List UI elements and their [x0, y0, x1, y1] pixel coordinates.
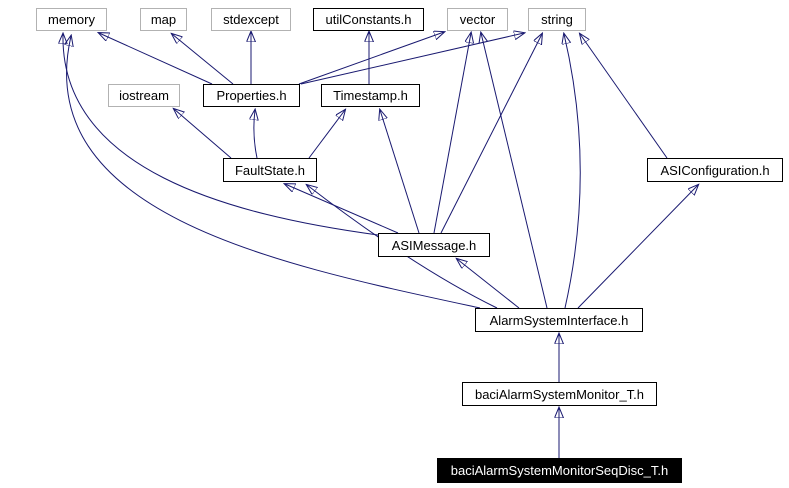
- node-asimessage-h[interactable]: ASIMessage.h: [378, 233, 490, 257]
- node-utilconstants-h[interactable]: utilConstants.h: [313, 8, 424, 31]
- node-memory: memory: [36, 8, 107, 31]
- node-faultstate-h[interactable]: FaultState.h: [223, 158, 317, 182]
- node-vector: vector: [447, 8, 508, 31]
- edge-Properties.h-to-map: [172, 34, 233, 84]
- edge-FaultState.h-to-Timestamp.h: [309, 110, 345, 158]
- edge-AlarmSystemInterface.h-to-ASIConfiguration.h: [578, 185, 698, 308]
- edge-ASIMessage.h-to-FaultState.h: [285, 184, 398, 233]
- node-map: map: [140, 8, 187, 31]
- edge-AlarmSystemInterface.h-to-ASIMessage.h: [457, 259, 519, 308]
- node-asiconfiguration-h[interactable]: ASIConfiguration.h: [647, 158, 783, 182]
- edge-ASIMessage.h-to-memory: [63, 34, 378, 235]
- edge-Properties.h-to-vector: [299, 32, 444, 84]
- edge-FaultState.h-to-Properties.h: [254, 110, 257, 158]
- node-properties-h[interactable]: Properties.h: [203, 84, 300, 107]
- node-iostream: iostream: [108, 84, 180, 107]
- node-bacialarmsystemmonitor-t-h[interactable]: baciAlarmSystemMonitor_T.h: [462, 382, 657, 406]
- node-stdexcept: stdexcept: [211, 8, 291, 31]
- edge-AlarmSystemInterface.h-to-vector: [481, 33, 547, 308]
- node-bacialarmsystemmonitorseqdisc-t-h: baciAlarmSystemMonitorSeqDisc_T.h: [437, 458, 682, 483]
- edge-ASIMessage.h-to-string: [441, 34, 542, 233]
- edge-Properties.h-to-string: [301, 33, 524, 84]
- edge-ASIConfiguration.h-to-string: [580, 34, 667, 158]
- edge-ASIMessage.h-to-vector: [434, 33, 471, 233]
- node-timestamp-h[interactable]: Timestamp.h: [321, 84, 420, 107]
- node-string: string: [528, 8, 586, 31]
- node-alarmsysteminterface-h[interactable]: AlarmSystemInterface.h: [475, 308, 643, 332]
- edge-FaultState.h-to-iostream: [174, 109, 231, 158]
- edge-AlarmSystemInterface.h-to-string: [564, 34, 580, 308]
- edge-Properties.h-to-memory: [99, 33, 212, 84]
- edge-ASIMessage.h-to-Timestamp.h: [380, 110, 419, 233]
